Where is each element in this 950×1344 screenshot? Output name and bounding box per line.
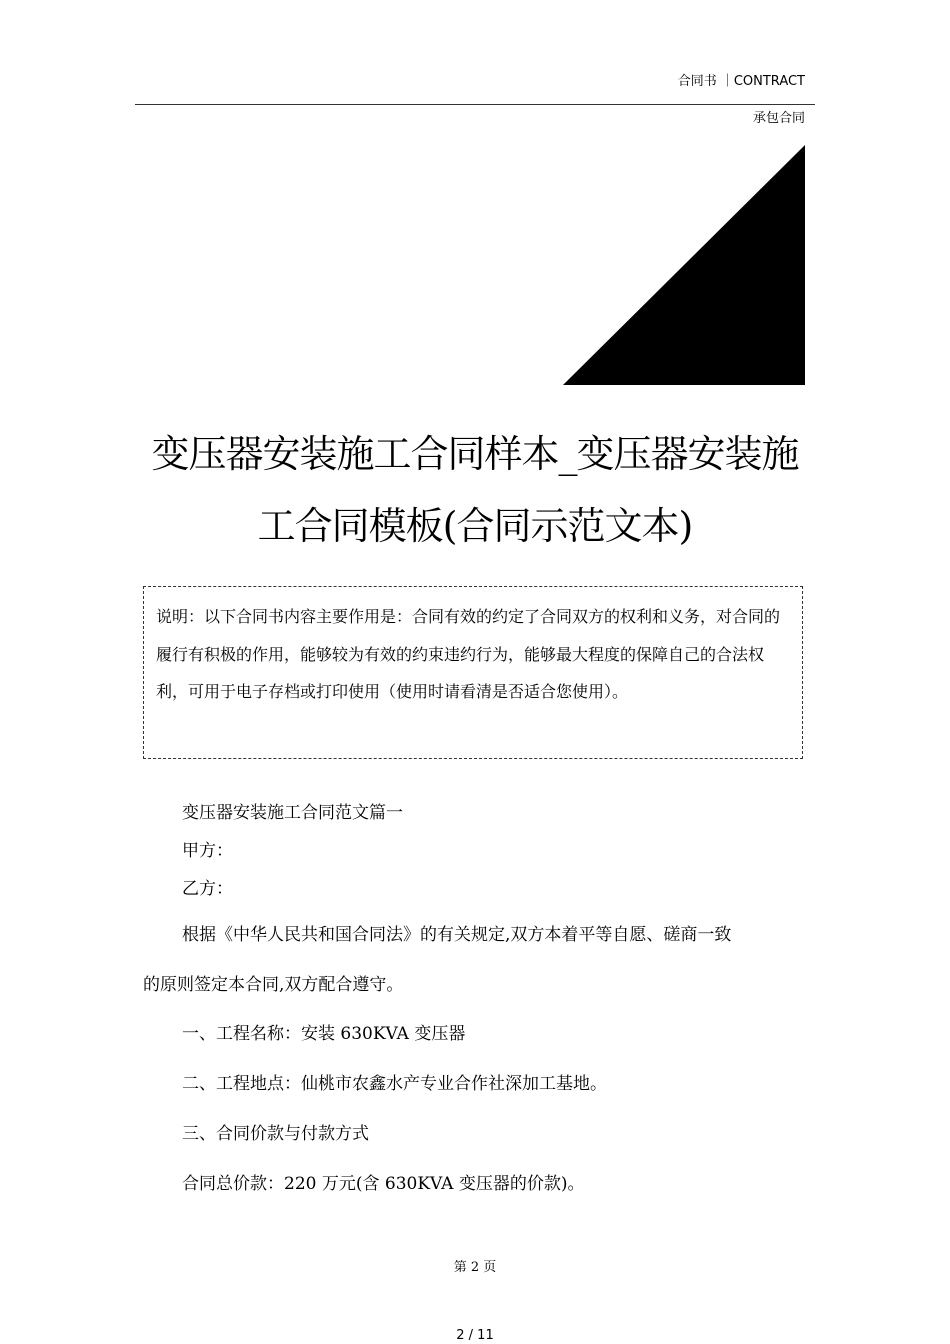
header-contract-label: 合同书 ｜CONTRACT [677, 74, 805, 89]
header-category: 承包合同 [752, 111, 805, 126]
header-divider [135, 104, 815, 105]
party-a-line: 甲方： [182, 841, 233, 861]
paragraph-line: 的原则签定本合同,双方配合遵守。 [143, 975, 404, 995]
clause-payment-heading: 三、合同价款与付款方式 [182, 1124, 369, 1144]
page-number: 第 2 页 [453, 1260, 497, 1275]
clause-total-price: 合同总价款：220 万元(含 630KVA 变压器的价款)。 [182, 1174, 585, 1194]
document-title: 变压器安装施工合同样本_变压器安装施工合同模板(合同示范文本) [151, 432, 799, 548]
page-count: 2 / 11 [456, 1328, 494, 1343]
contract-subtitle: 变压器安装施工合同范文篇一 [182, 803, 403, 823]
clause-project-name: 一、工程名称：安装 630KVA 变压器 [182, 1024, 466, 1044]
notice-box: 说明：以下合同书内容主要作用是：合同有效的约定了合同双方的权利和义务，对合同的履行有积极的作用，能够较为有效的约束违约行为，能够最大程度的保障自己的合法权利，可用于电子存档或打印使用（使用时请看清是否适合您使用）。 [143, 586, 803, 759]
clause-project-location: 二、工程地点：仙桃市农鑫水产专业合作社深加工基地。 [182, 1074, 607, 1094]
decorative-triangle [563, 145, 805, 387]
party-b-line: 乙方： [182, 879, 233, 899]
paragraph-line: 根据《中华人民共和国合同法》的有关规定,双方本着平等自愿、磋商一致 [182, 925, 732, 945]
